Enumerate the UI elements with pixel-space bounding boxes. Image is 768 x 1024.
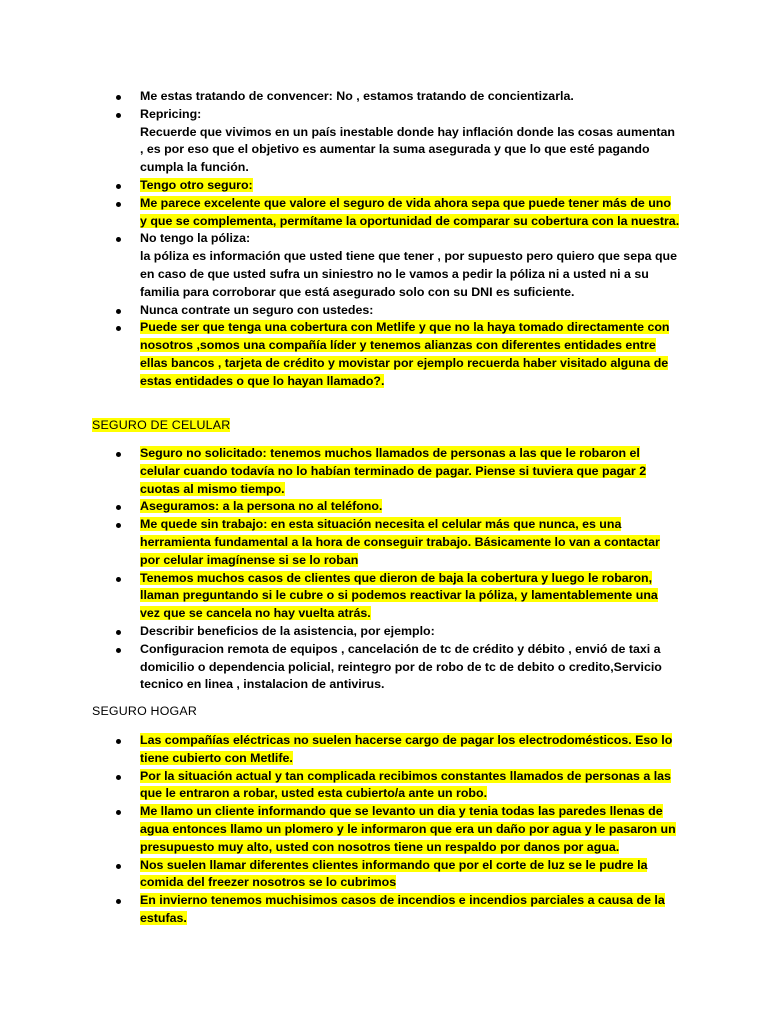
hogar-item-text: Por la situación actual y tan complicada recibimos constantes llamados de personas a las que le entraron a robar, usted esta cubierto/a ante un robo.	[140, 768, 671, 801]
hogar-section	[0, 732, 680, 928]
section-title-celular	[92, 417, 230, 435]
hogar-item-text: Nos suelen llamar diferentes clientes informando que por el corte de luz se le pudre la comida del freezer nosotros se lo cubrimos	[140, 857, 648, 890]
intro-item-text: Tengo otro seguro:	[140, 177, 253, 192]
celular-item	[140, 641, 680, 694]
celular-item	[140, 570, 680, 623]
section-title-hogar-text: SEGURO HOGAR	[92, 704, 197, 718]
intro-item	[140, 195, 680, 231]
bullet-icon	[116, 899, 121, 904]
bullet-icon	[116, 237, 121, 242]
celular-section	[0, 445, 680, 694]
celular-item-text: Describir beneficios de la asistencia, por ejemplo:	[140, 623, 435, 638]
bullet-icon	[116, 810, 121, 815]
intro-item-text: Recuerde que vivimos en un país inestable donde hay inflación donde las cosas aumentan , es por eso que el objetivo es aumentar la suma asegurada y que lo que esté pagando cumpla la función.	[140, 124, 676, 175]
intro-section	[0, 88, 680, 391]
hogar-item	[140, 768, 680, 804]
celular-item-text: Tenemos muchos casos de clientes que dieron de baja la cobertura y luego le robaron, llaman preguntando si le cubre o si podemos reactivar la póliza, y lamentablemente una vez que se cancela no hay vuelta atrás.	[140, 570, 658, 621]
intro-bullet-list	[0, 88, 680, 391]
section-title-hogar	[92, 703, 197, 721]
intro-item-text: la póliza es información que usted tiene que tener , por supuesto pero quiero que sepa que en caso de que usted sufra un siniestro no le vamos a pedir la póliza ni a usted ni a su familia para corroborar que está asegurado solo con su DNI es suficiente.	[140, 249, 678, 299]
hogar-item-text: Las compañías eléctricas no suelen hacerse cargo de pagar los electrodomésticos. Eso lo tiene cubierto con Metlife.	[140, 733, 673, 765]
intro-item-text: No tengo la póliza:	[140, 231, 251, 246]
bullet-icon	[116, 864, 121, 869]
intro-item	[140, 177, 680, 195]
celular-item	[140, 623, 680, 641]
intro-item	[140, 230, 680, 301]
bullet-icon	[116, 202, 121, 207]
celular-item-text: Configuracion remota de equipos , cancelación de tc de crédito y débito , envió de taxi a domicilio o dependencia policial, reintegro por de robo de tc de debito o credito,Servicio tecnico en linea , instalacion de antivirus.	[140, 641, 662, 692]
celular-item-text: Me quede sin trabajo: en esta situación necesita el celular más que nunca, es una herramienta fundamental a la hora de conseguir trabajo. Básicamente lo van a contactar por celular imagínense si se lo roban	[140, 517, 660, 567]
bullet-icon	[116, 326, 121, 331]
bullet-icon	[116, 113, 121, 118]
hogar-item	[140, 732, 680, 768]
bullet-icon	[116, 505, 121, 510]
bullet-icon	[116, 523, 121, 528]
bullet-icon	[116, 309, 121, 314]
bullet-icon	[116, 577, 121, 582]
intro-item	[140, 302, 680, 320]
bullet-icon	[116, 184, 121, 189]
hogar-item	[140, 892, 680, 928]
hogar-item-text: En invierno tenemos muchisimos casos de incendios e incendios parciales a causa de la estufas.	[140, 893, 665, 925]
celular-bullet-list	[0, 445, 680, 694]
bullet-icon	[116, 739, 121, 744]
section-title-celular-text: SEGURO DE CELULAR	[92, 418, 231, 432]
celular-item	[140, 498, 680, 516]
intro-item	[140, 106, 680, 177]
intro-item	[140, 319, 680, 390]
bullet-icon	[116, 775, 121, 780]
intro-item-text: Me estas tratando de convencer: No , estamos tratando de concientizarla.	[140, 89, 574, 103]
bullet-icon	[116, 95, 121, 100]
intro-item-text: Puede ser que tenga una cobertura con Metlife y que no la haya tomado directamente con nosotros ,somos una compañía líder y tenemos alianzas con diferentes entidades entre ellas bancos , tarjeta de crédito y movistar por ejemplo recuerda haber visitado alguna de estas entidades o que lo hayan llamado?.	[140, 320, 670, 388]
celular-item	[140, 445, 680, 498]
celular-item-text: Aseguramos: a la persona no al teléfono.	[140, 499, 383, 514]
hogar-item-text: Me llamo un cliente informando que se levanto un dia y tenia todas las paredes llenas de agua entonces llamo un plomero y le informaron que era un daño por agua y le pasaron un presupuesto muy alto, usted con nosotros tiene un respaldo por danos por agua.	[140, 804, 676, 854]
hogar-item	[140, 857, 680, 893]
bullet-icon	[116, 630, 121, 635]
intro-item-text: Me parece excelente que valore el seguro de vida ahora sepa que puede tener más de uno y que se complementa, permítame la oportunidad de comparar su cobertura con la nuestra.	[140, 195, 680, 228]
bullet-icon	[116, 452, 121, 457]
hogar-item	[140, 803, 680, 856]
intro-item-text: Repricing:	[140, 106, 202, 121]
bullet-icon	[116, 648, 121, 653]
hogar-bullet-list	[0, 732, 680, 928]
celular-item-text: Seguro no solicitado: tenemos muchos llamados de personas a las que le robaron el celular cuando todavía no lo habían terminado de pagar. Piense si tuviera que pagar 2 cuotas al mismo tiempo.	[140, 446, 647, 496]
intro-item-text: Nunca contrate un seguro con ustedes:	[140, 302, 374, 317]
celular-item	[140, 516, 680, 569]
intro-item	[140, 88, 680, 106]
